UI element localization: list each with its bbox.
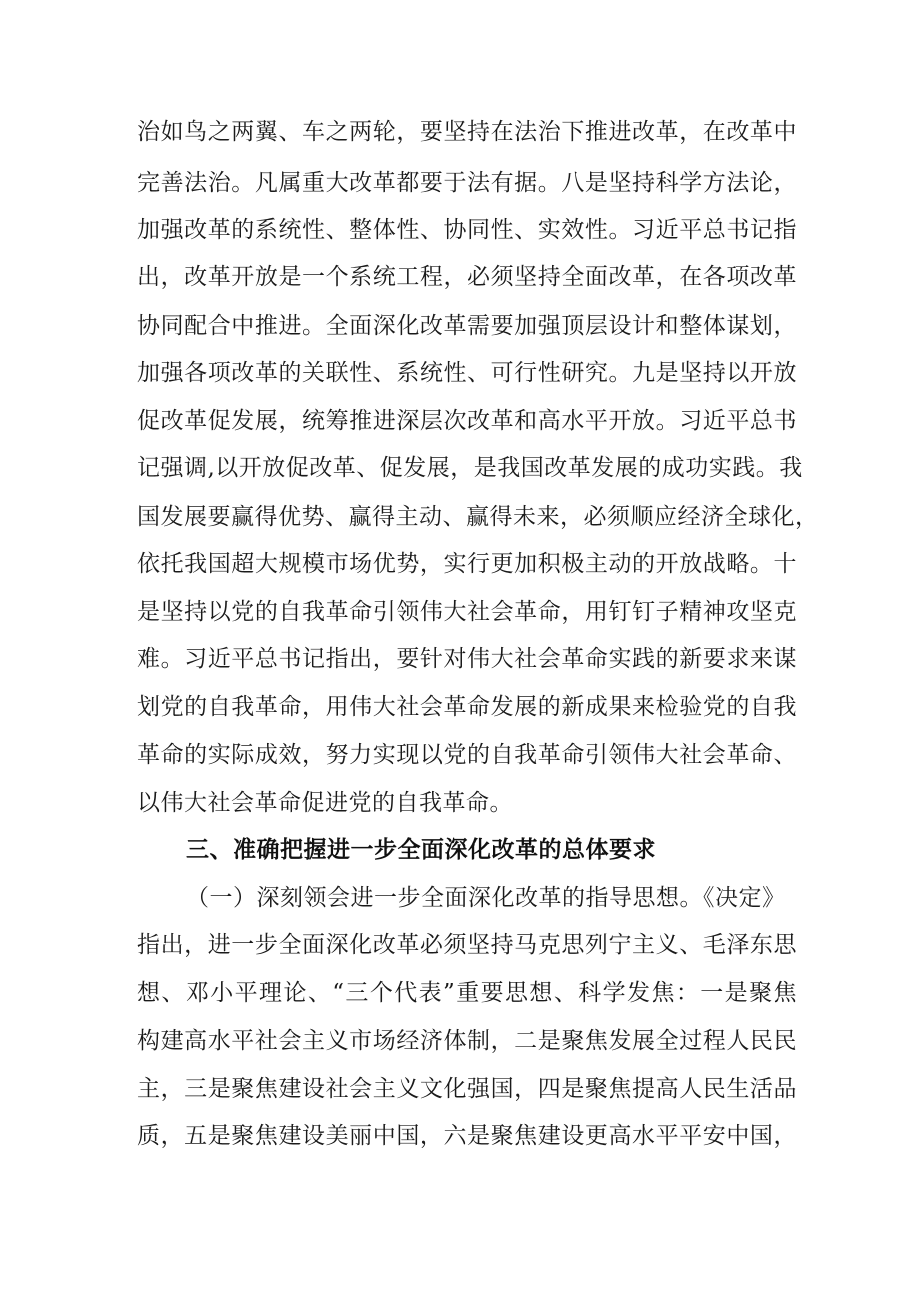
paragraph-line: 加强改革的系统性、整体性、协同性、实效性。习近平总书记指 xyxy=(137,217,797,243)
paragraph-line: （一）深刻领会进一步全面深化改革的指导思想。《决定》 xyxy=(186,885,786,911)
paragraph-line: 构建高水平社会主义市场经济体制，二是聚焦发展全过程人民民 xyxy=(137,1028,797,1054)
paragraph-line: 想、邓小平理论、“三个代表”重要思想、科学发焦：一是聚焦 xyxy=(137,980,797,1006)
paragraph-line: 治如鸟之两翼、车之两轮，要坚持在法治下推进改革，在改革中 xyxy=(137,119,797,145)
paragraph-line: 质，五是聚焦建设美丽中国，六是聚焦建设更高水平平安中国， xyxy=(137,1123,797,1149)
paragraph-line: 出，改革开放是一个系统工程，必须坚持全面改革，在各项改革 xyxy=(137,264,797,290)
paragraph-line: 指出，进一步全面深化改革必须坚持马克思列宁主义、毛泽东思 xyxy=(137,932,797,958)
paragraph-line: 革命的实际成效，努力实现以党的自我革命引领伟大社会革命、 xyxy=(137,742,797,768)
paragraph-line: 是坚持以党的自我革命引领伟大社会革命，用钉钉子精神攻坚克 xyxy=(137,599,797,625)
paragraph-line: 难。习近平总书记指出，要针对伟大社会革命实践的新要求来谋 xyxy=(137,646,797,672)
section-heading: 三、准确把握进一步全面深化改革的总体要求 xyxy=(186,837,656,863)
paragraph-line: 促改革促发展，统筹推进深层次改革和高水平开放。习近平总书 xyxy=(137,408,797,434)
paragraph-line: 主，三是聚焦建设社会主义文化强国，四是聚焦提高人民生活品 xyxy=(137,1076,797,1102)
paragraph-line: 以伟大社会革命促进党的自我革命。 xyxy=(137,790,513,816)
paragraph-line: 记强调,以开放促改革、促发展，是我国改革发展的成功实践。我 xyxy=(137,455,803,481)
paragraph-line: 加强各项改革的关联性、系统性、可行性研究。九是坚持以开放 xyxy=(137,360,797,386)
paragraph-line: 协同配合中推进。全面深化改革需要加强顶层设计和整体谋划， xyxy=(137,313,797,339)
paragraph-line: 完善法治。凡属重大改革都要于法有据。八是坚持科学方法论， xyxy=(137,170,797,196)
paragraph-line: 依托我国超大规模市场优势，实行更加积极主动的开放战略。十 xyxy=(137,551,797,577)
paragraph-line: 国发展要赢得优势、赢得主动、赢得未来，必须顺应经济全球化， xyxy=(137,504,819,530)
paragraph-line: 划党的自我革命，用伟大社会革命发展的新成果来检验党的自我 xyxy=(137,694,797,720)
